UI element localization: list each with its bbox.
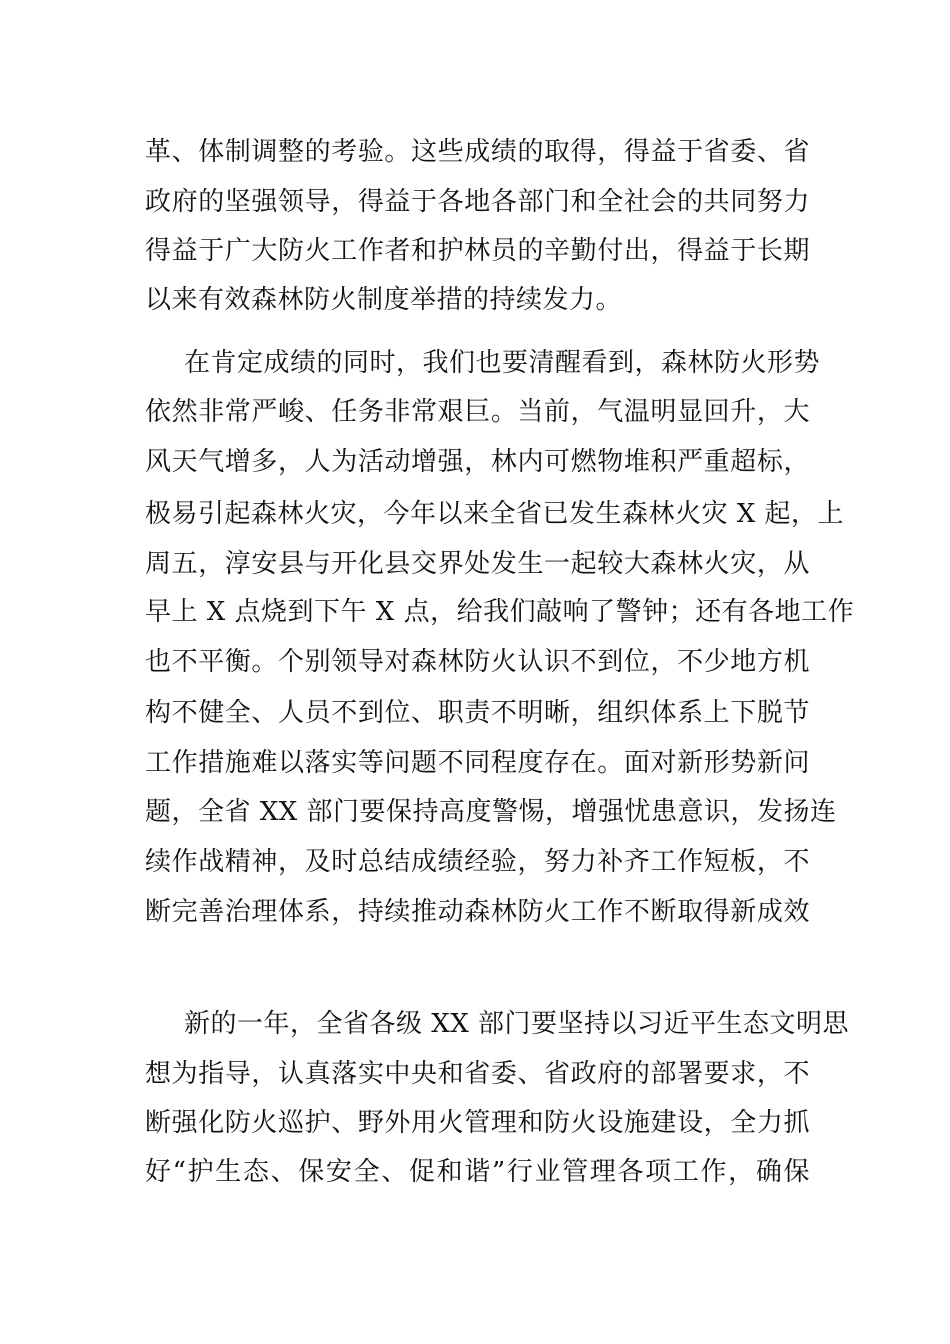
paragraph-2-line-6: 早上 X 点烧到下午 X 点，给我们敲响了警钟；还有各地工作 (145, 597, 855, 627)
paragraph-2-line-9: 工作措施难以落实等问题不同程度存在。面对新形势新问 (145, 748, 810, 778)
paragraph-3-line-3: 断强化防火巡护、野外用火管理和防火设施建设，全力抓 (145, 1108, 810, 1138)
paragraph-2-line-10: 题，全省 XX 部门要保持高度警惕，增强忧患意识，发扬连 (145, 797, 837, 827)
paragraph-3-line-2: 想为指导，认真落实中央和省委、省政府的部署要求，不 (145, 1059, 810, 1089)
paragraph-2-line-11: 续作战精神，及时总结成绩经验，努力补齐工作短板，不 (145, 847, 810, 877)
paragraph-2-line-2: 依然非常严峻、任务非常艰巨。当前，气温明显回升，大 (145, 397, 810, 427)
paragraph-3-line-1: 新的一年，全省各级 XX 部门要坚持以习近平生态文明思 (184, 1009, 850, 1039)
paragraph-2-line-3: 风天气增多，人为活动增强，林内可燃物堆积严重超标， (145, 447, 810, 477)
paragraph-1-line-3: 得益于广大防火工作者和护林员的辛勤付出，得益于长期 (145, 236, 810, 266)
paragraph-1-line-2: 政府的坚强领导，得益于各地各部门和全社会的共同努力 (145, 187, 810, 217)
paragraph-1-line-4: 以来有效森林防火制度举措的持续发力。 (145, 285, 623, 315)
paragraph-1-line-1: 革、体制调整的考验。这些成绩的取得，得益于省委、省 (145, 137, 810, 167)
paragraph-2-line-1: 在肯定成绩的同时，我们也要清醒看到，森林防火形势 (184, 348, 821, 378)
paragraph-2-line-5: 周五，淳安县与开化县交界处发生一起较大森林火灾，从 (145, 549, 810, 579)
paragraph-2-line-8: 构不健全、人员不到位、职责不明晰，组织体系上下脱节 (145, 698, 810, 728)
paragraph-2-line-4: 极易引起森林火灾，今年以来全省已发生森林火灾 X 起，上 (145, 499, 845, 529)
paragraph-2-line-7: 也不平衡。个别领导对森林防火认识不到位，不少地方机 (145, 647, 810, 677)
paragraph-3-line-4: 好“护生态、保安全、促和谐”行业管理各项工作，确保 (145, 1157, 810, 1187)
paragraph-2-line-12: 断完善治理体系，持续推动森林防火工作不断取得新成效 (145, 897, 810, 927)
